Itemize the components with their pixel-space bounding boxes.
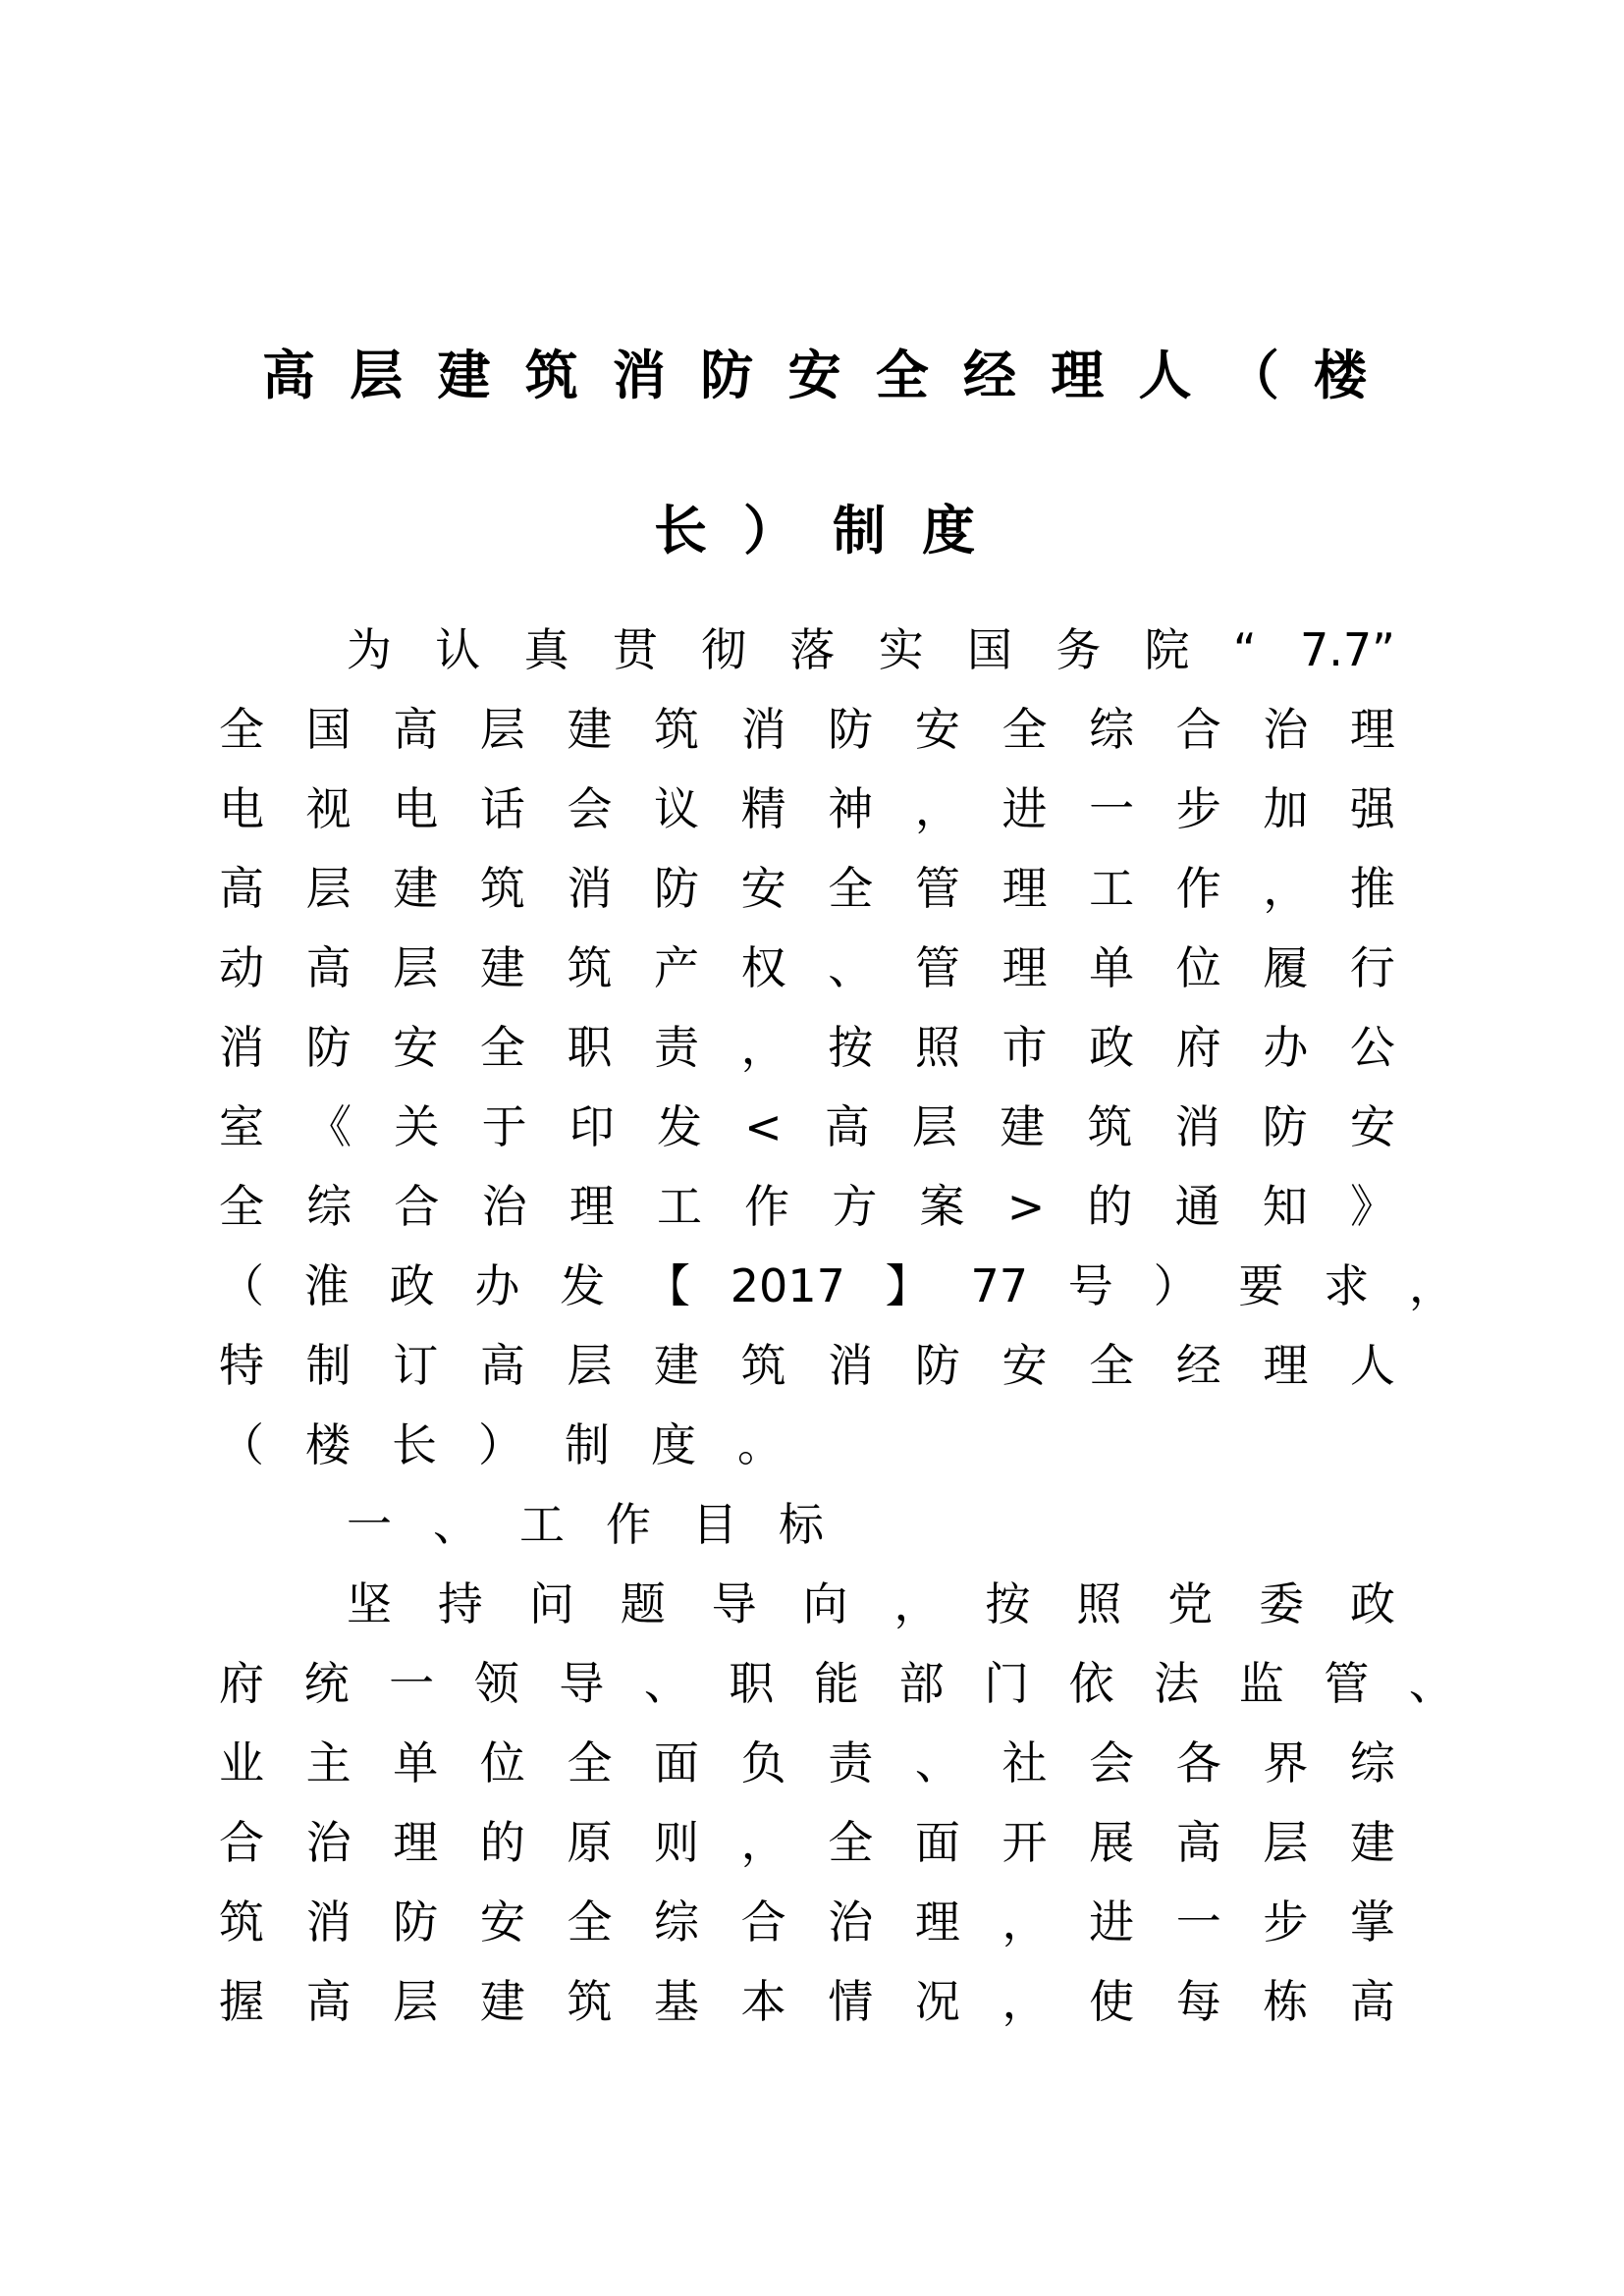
glyph: 理	[914, 1896, 960, 1949]
glyph: 筑	[567, 941, 613, 994]
glyph: 》	[1349, 1180, 1395, 1233]
glyph: 位	[479, 1736, 525, 1789]
glyph: 建	[479, 941, 525, 994]
glyph: 理	[1001, 862, 1048, 915]
document-title-line-2	[654, 497, 975, 565]
glyph: 题	[620, 1577, 666, 1630]
glyph: 国	[966, 623, 1012, 676]
glyph: 栋	[1263, 1975, 1309, 2028]
glyph: 情	[828, 1975, 874, 2028]
glyph: 建	[1349, 1816, 1395, 1869]
glyph: 问	[528, 1577, 574, 1630]
text-line	[219, 1962, 1395, 2042]
glyph: 【	[644, 1259, 690, 1312]
glyph: 高	[262, 345, 315, 406]
document-body	[0, 611, 1624, 2042]
glyph: 消	[567, 862, 613, 915]
glyph: 综	[1089, 703, 1135, 756]
glyph: 、	[828, 941, 874, 994]
glyph: >	[1006, 1180, 1046, 1233]
glyph: 党	[1167, 1577, 1214, 1630]
glyph: 楼	[1314, 345, 1367, 406]
glyph: 长	[654, 500, 707, 561]
glyph: ）	[1153, 1259, 1199, 1312]
glyph: （	[1225, 345, 1279, 406]
glyph: <	[744, 1100, 783, 1153]
glyph: 使	[1089, 1975, 1135, 2028]
glyph: 2017	[730, 1259, 845, 1312]
glyph: 理	[568, 1180, 615, 1233]
glyph: 全	[219, 1180, 264, 1233]
glyph: 高	[305, 1975, 352, 2028]
glyph: 筑	[740, 1339, 786, 1392]
glyph: 行	[1349, 941, 1395, 994]
glyph: 、	[643, 1657, 689, 1710]
glyph: 步	[1263, 1896, 1309, 1949]
glyph: 议	[654, 782, 700, 835]
glyph: 精	[740, 782, 786, 835]
glyph: 坚	[347, 1577, 392, 1630]
glyph: ）	[743, 500, 796, 561]
glyph: ，	[893, 1577, 940, 1630]
glyph: 履	[1263, 941, 1309, 994]
glyph: 视	[305, 782, 352, 835]
glyph: 实	[878, 623, 924, 676]
glyph: 彻	[701, 623, 747, 676]
text-line	[219, 1803, 1395, 1883]
glyph: 筑	[654, 703, 700, 756]
glyph: 统	[303, 1657, 350, 1710]
glyph: 的	[1087, 1180, 1133, 1233]
glyph: 层	[567, 1339, 613, 1392]
glyph: 责	[654, 1021, 700, 1074]
glyph: 高	[1349, 1975, 1395, 2028]
glyph: 订	[393, 1339, 439, 1392]
glyph: 理	[393, 1816, 439, 1869]
text-line	[219, 770, 1395, 849]
glyph: 况	[914, 1975, 960, 2028]
glyph: 特	[219, 1339, 264, 1392]
glyph: 落	[789, 623, 836, 676]
glyph: 安	[914, 703, 960, 756]
glyph: 全	[1089, 1339, 1135, 1392]
glyph: 理	[1263, 1339, 1309, 1392]
glyph: 高	[824, 1100, 870, 1153]
glyph: 务	[1056, 623, 1102, 676]
glyph: 电	[393, 782, 439, 835]
glyph: 能	[813, 1657, 859, 1710]
glyph: 层	[305, 862, 352, 915]
glyph: 治	[481, 1180, 527, 1233]
glyph: 7.7”	[1299, 623, 1395, 676]
glyph: 管	[1324, 1657, 1370, 1710]
glyph: 关	[394, 1100, 440, 1153]
section-heading: 一、工作目标	[347, 1498, 865, 1551]
glyph: 综	[1349, 1736, 1395, 1789]
glyph: 法	[1154, 1657, 1200, 1710]
glyph: 治	[1263, 703, 1309, 756]
glyph: 治	[828, 1896, 874, 1949]
glyph: 的	[479, 1816, 525, 1869]
text-line	[219, 1008, 1395, 1088]
glyph: 层	[393, 1975, 439, 2028]
glyph: 安	[740, 862, 786, 915]
glyph: 按	[828, 1021, 874, 1074]
glyph: 府	[219, 1657, 264, 1710]
glyph: 理	[1051, 345, 1105, 406]
glyph: 面	[914, 1816, 960, 1869]
glyph: 消	[305, 1896, 352, 1949]
glyph: 筑	[524, 345, 578, 406]
text-line	[219, 1724, 1395, 1803]
glyph: 高	[219, 862, 264, 915]
glyph: “	[1232, 623, 1257, 676]
glyph: 筑	[219, 1896, 264, 1949]
glyph: 建	[479, 1975, 525, 2028]
glyph: 原	[567, 1816, 613, 1869]
glyph: 话	[479, 782, 525, 835]
glyph: 全	[1001, 703, 1048, 756]
glyph: 一	[389, 1657, 435, 1710]
glyph: （	[219, 1259, 264, 1312]
text-line	[219, 1167, 1395, 1247]
glyph: 层	[912, 1100, 958, 1153]
glyph: 一	[1175, 1896, 1221, 1949]
glyph: 防	[914, 1339, 960, 1392]
glyph: ，	[1263, 862, 1309, 915]
glyph: 消	[740, 703, 786, 756]
glyph: 电	[219, 782, 264, 835]
glyph: 作	[744, 1180, 790, 1233]
glyph: 推	[1349, 862, 1395, 915]
glyph: 77	[970, 1259, 1028, 1312]
glyph: 每	[1175, 1975, 1221, 2028]
glyph: 全	[828, 1816, 874, 1869]
glyph: 办	[474, 1259, 520, 1312]
glyph: 掌	[1349, 1896, 1395, 1949]
glyph: 理	[1349, 703, 1395, 756]
glyph: 院	[1144, 623, 1190, 676]
glyph: ，	[740, 1816, 786, 1869]
glyph: 筑	[1087, 1100, 1133, 1153]
glyph: 贯	[612, 623, 658, 676]
glyph: 方	[832, 1180, 878, 1233]
glyph: 照	[1076, 1577, 1122, 1630]
glyph: 合	[219, 1816, 264, 1869]
glyph: ，	[1001, 1896, 1048, 1949]
glyph: 消	[1174, 1100, 1220, 1153]
glyph: 、	[914, 1736, 960, 1789]
glyph: 、	[1408, 1657, 1454, 1710]
glyph: 度	[922, 500, 975, 561]
glyph: 单	[1089, 941, 1135, 994]
glyph: 理	[1001, 941, 1048, 994]
glyph: 职	[729, 1657, 775, 1710]
glyph: ，	[914, 782, 960, 835]
glyph: 进	[1001, 782, 1048, 835]
glyph: 神	[828, 782, 874, 835]
glyph: 建	[437, 345, 491, 406]
document-title-line-1	[262, 342, 1367, 410]
glyph: 向	[802, 1577, 848, 1630]
glyph: 按	[985, 1577, 1031, 1630]
text-line	[219, 1883, 1395, 1962]
glyph: 界	[1263, 1736, 1309, 1789]
glyph: 经	[1175, 1339, 1221, 1392]
glyph: 消	[828, 1339, 874, 1392]
glyph: 于	[481, 1100, 527, 1153]
glyph: 建	[393, 862, 439, 915]
glyph: 工	[656, 1180, 702, 1233]
glyph: 安	[393, 1021, 439, 1074]
glyph: 防	[393, 1896, 439, 1949]
glyph: 政	[1349, 1577, 1395, 1630]
glyph: 步	[1175, 782, 1221, 835]
glyph: 管	[914, 941, 960, 994]
glyph: 办	[1263, 1021, 1309, 1074]
glyph: 全	[567, 1896, 613, 1949]
glyph: 持	[437, 1577, 483, 1630]
glyph: 发	[560, 1259, 606, 1312]
glyph: 制	[305, 1339, 352, 1392]
glyph: 一	[1089, 782, 1135, 835]
glyph: 导	[559, 1657, 605, 1710]
glyph: 职	[567, 1021, 613, 1074]
glyph: 全	[567, 1736, 613, 1789]
glyph: 全	[219, 703, 264, 756]
glyph: 合	[1175, 703, 1221, 756]
text-line: （楼长）制度。	[219, 1418, 824, 1471]
glyph: 位	[1175, 941, 1221, 994]
glyph: 淮	[303, 1259, 350, 1312]
glyph: 室	[219, 1100, 264, 1153]
glyph: 依	[1068, 1657, 1114, 1710]
glyph: 人	[1138, 345, 1192, 406]
glyph: 认	[435, 623, 481, 676]
glyph: 真	[523, 623, 569, 676]
glyph: 责	[828, 1736, 874, 1789]
glyph: 安	[787, 345, 841, 406]
glyph: 产	[654, 941, 700, 994]
glyph: 高	[305, 941, 352, 994]
glyph: 公	[1349, 1021, 1395, 1074]
glyph: ，	[740, 1021, 786, 1074]
glyph: 市	[1001, 1021, 1048, 1074]
text-line	[219, 1088, 1395, 1167]
glyph: 】	[885, 1259, 931, 1312]
glyph: 委	[1259, 1577, 1305, 1630]
text-line	[219, 1644, 1454, 1724]
glyph: 展	[1089, 1816, 1135, 1869]
glyph: 政	[1089, 1021, 1135, 1074]
glyph: 监	[1238, 1657, 1284, 1710]
glyph: 筑	[479, 862, 525, 915]
glyph: 防	[828, 703, 874, 756]
glyph: 要	[1238, 1259, 1284, 1312]
glyph: 会	[1089, 1736, 1135, 1789]
glyph: 知	[1262, 1180, 1308, 1233]
glyph: 会	[567, 782, 613, 835]
glyph: 防	[654, 862, 700, 915]
glyph: 负	[740, 1736, 786, 1789]
glyph: 建	[1000, 1100, 1046, 1153]
glyph: 建	[567, 703, 613, 756]
glyph: 层	[393, 941, 439, 994]
glyph: 制	[833, 500, 886, 561]
glyph: 治	[305, 1816, 352, 1869]
glyph: 高	[479, 1339, 525, 1392]
glyph: 高	[393, 703, 439, 756]
glyph: 政	[389, 1259, 435, 1312]
glyph: 案	[919, 1180, 965, 1233]
glyph: 照	[914, 1021, 960, 1074]
glyph: 号	[1067, 1259, 1113, 1312]
glyph: 发	[656, 1100, 702, 1153]
glyph: 则	[654, 1816, 700, 1869]
glyph: 层	[1263, 1816, 1309, 1869]
glyph: 筑	[567, 1975, 613, 2028]
glyph: 领	[473, 1657, 519, 1710]
glyph: 开	[1001, 1816, 1048, 1869]
glyph: 握	[219, 1975, 264, 2028]
glyph: 经	[963, 345, 1016, 406]
glyph: ，	[1001, 1975, 1048, 2028]
glyph: 印	[568, 1100, 615, 1153]
glyph: 防	[305, 1021, 352, 1074]
glyph: 为	[347, 623, 392, 676]
glyph: 部	[898, 1657, 945, 1710]
text-line	[219, 849, 1395, 929]
glyph: 作	[1175, 862, 1221, 915]
glyph: 动	[219, 941, 264, 994]
glyph: 消	[219, 1021, 264, 1074]
glyph: 安	[1349, 1100, 1395, 1153]
text-line	[219, 1326, 1395, 1406]
text-line	[219, 690, 1395, 770]
glyph: 国	[305, 703, 352, 756]
glyph: 导	[711, 1577, 757, 1630]
glyph: 安	[1001, 1339, 1048, 1392]
glyph: 主	[305, 1736, 352, 1789]
glyph: ，	[1408, 1259, 1454, 1312]
glyph: 单	[393, 1736, 439, 1789]
text-line	[219, 929, 1395, 1008]
glyph: 工	[1089, 862, 1135, 915]
glyph: 防	[700, 345, 754, 406]
glyph: 管	[914, 862, 960, 915]
glyph: 防	[1262, 1100, 1308, 1153]
glyph: 消	[613, 345, 666, 406]
glyph: 通	[1174, 1180, 1220, 1233]
glyph: 合	[394, 1180, 440, 1233]
glyph: 高	[1175, 1816, 1221, 1869]
glyph: 面	[654, 1736, 700, 1789]
glyph: 府	[1175, 1021, 1221, 1074]
text-line	[219, 1247, 1454, 1326]
glyph: 全	[828, 862, 874, 915]
glyph: 进	[1089, 1896, 1135, 1949]
glyph: 业	[219, 1736, 264, 1789]
glyph: 本	[740, 1975, 786, 2028]
glyph: 权	[740, 941, 786, 994]
glyph: 层	[479, 703, 525, 756]
glyph: 各	[1175, 1736, 1221, 1789]
text-line	[347, 611, 1395, 690]
glyph: 基	[654, 1975, 700, 2028]
glyph: 综	[654, 1896, 700, 1949]
glyph: 安	[479, 1896, 525, 1949]
glyph: 社	[1001, 1736, 1048, 1789]
glyph: 《	[306, 1100, 352, 1153]
glyph: 门	[984, 1657, 1030, 1710]
glyph: 全	[875, 345, 929, 406]
glyph: 全	[479, 1021, 525, 1074]
glyph: 加	[1263, 782, 1309, 835]
glyph: 求	[1324, 1259, 1370, 1312]
glyph: 合	[740, 1896, 786, 1949]
glyph: 人	[1349, 1339, 1395, 1392]
glyph: 层	[350, 345, 404, 406]
glyph: 建	[654, 1339, 700, 1392]
text-line	[347, 1565, 1395, 1644]
glyph: 强	[1349, 782, 1395, 835]
glyph: 综	[306, 1180, 352, 1233]
